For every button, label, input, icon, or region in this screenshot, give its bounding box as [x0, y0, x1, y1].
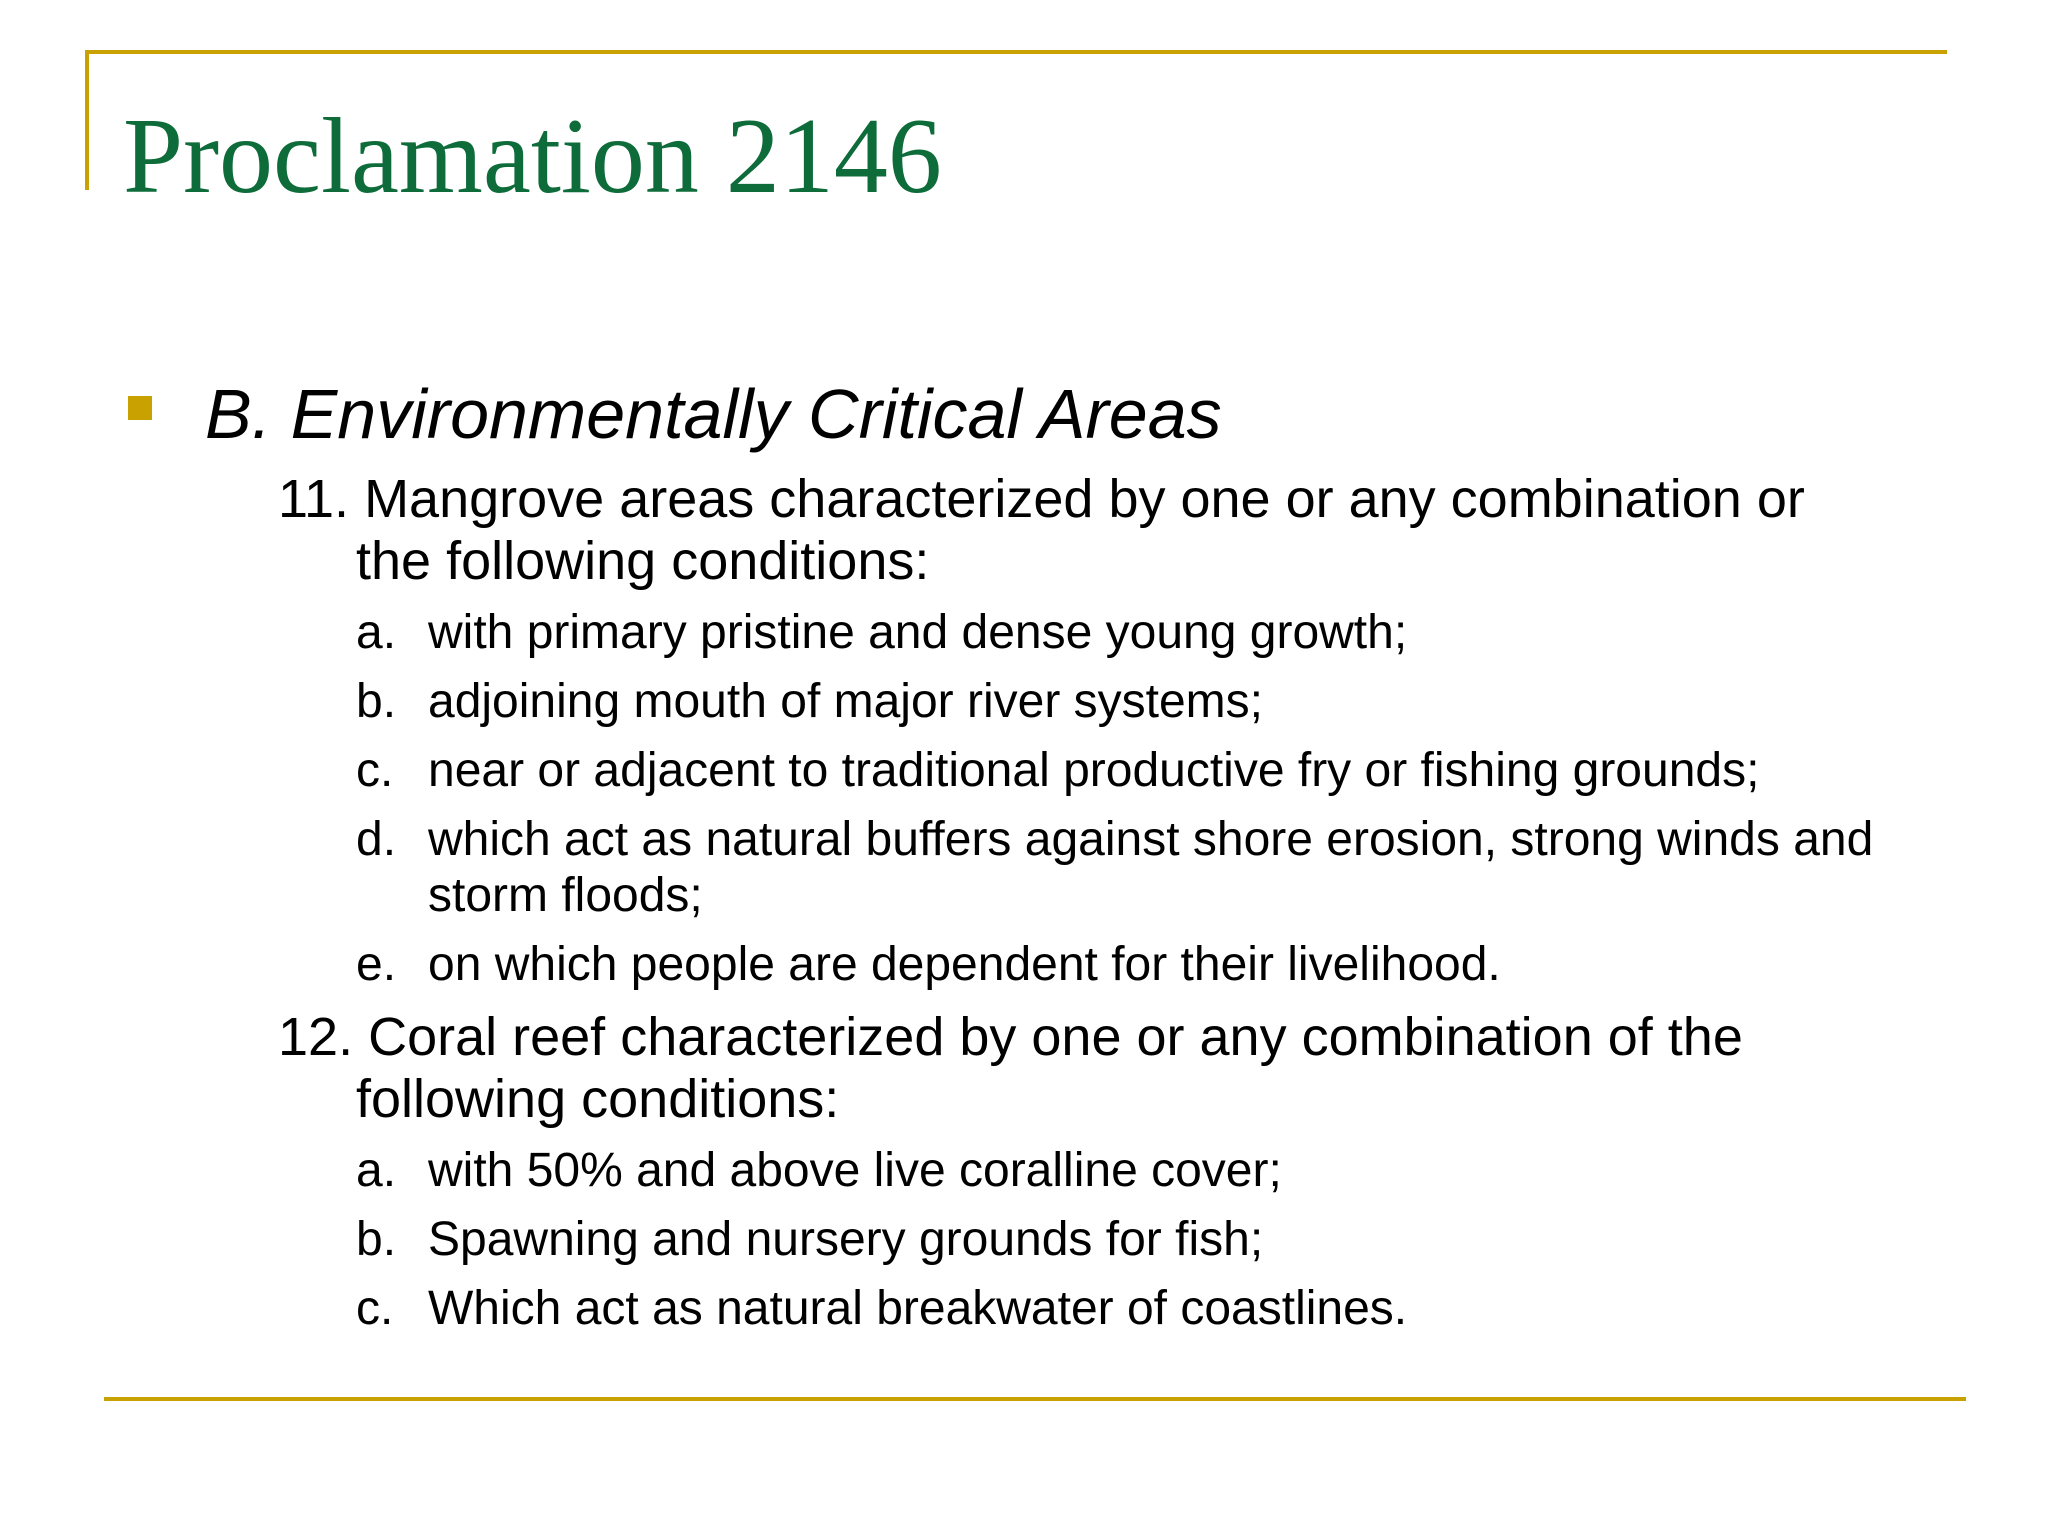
- sub-item-text: on which people are dependent for their livelihood.: [428, 938, 1501, 991]
- section-heading: B. Environmentally Critical Areas: [205, 375, 1222, 453]
- item-text-line1: Coral reef characterized by one or any combination of the: [368, 1007, 1743, 1067]
- sub-item: [356, 1212, 1956, 1268]
- slide-title: Proclamation 2146: [123, 97, 942, 216]
- item-text-line2: following conditions:: [356, 1069, 840, 1129]
- sub-item-text: Which act as natural breakwater of coastlines.: [428, 1282, 1408, 1335]
- sub-item: [356, 937, 1956, 993]
- sub-item: [356, 1281, 1956, 1337]
- sub-item-letter: b.: [356, 1213, 397, 1266]
- sub-item-letter: c.: [356, 1282, 394, 1335]
- sub-item: [356, 743, 1956, 799]
- item-number: 11.: [278, 469, 350, 529]
- list-item-11: [278, 468, 1938, 592]
- sub-item: [356, 812, 1916, 924]
- item-text-line2: the following conditions:: [356, 531, 930, 591]
- square-bullet-icon: [128, 396, 152, 420]
- sub-item-text: adjoining mouth of major river systems;: [428, 675, 1263, 728]
- sub-item: [356, 605, 1956, 661]
- sub-item-text: with primary pristine and dense young growth;: [428, 606, 1408, 659]
- slide-frame-bottom-rule: [104, 1397, 1966, 1401]
- sub-item-text: with 50% and above live coralline cover;: [428, 1144, 1282, 1197]
- sub-item-text: which act as natural buffers against shore erosion, strong winds and storm floods;: [428, 813, 1874, 922]
- sub-item-letter: a.: [356, 1144, 397, 1197]
- slide-frame-left-rule: [85, 50, 89, 190]
- list-item-12: [278, 1006, 1938, 1130]
- sub-item-text: near or adjacent to traditional productive fry or fishing grounds;: [428, 744, 1760, 797]
- sub-item-letter: e.: [356, 938, 397, 991]
- item-text-line1: Mangrove areas characterized by one or any combination or: [364, 469, 1805, 529]
- slide-frame-top-rule: [85, 50, 1947, 54]
- sub-item-letter: d.: [356, 813, 397, 866]
- sub-item: [356, 1143, 1956, 1199]
- sub-item: [356, 674, 1956, 730]
- sub-item-text: Spawning and nursery grounds for fish;: [428, 1213, 1264, 1266]
- item-number: 12.: [278, 1007, 354, 1067]
- sub-item-letter: a.: [356, 606, 397, 659]
- sub-item-letter: c.: [356, 744, 394, 797]
- sub-item-letter: b.: [356, 675, 397, 728]
